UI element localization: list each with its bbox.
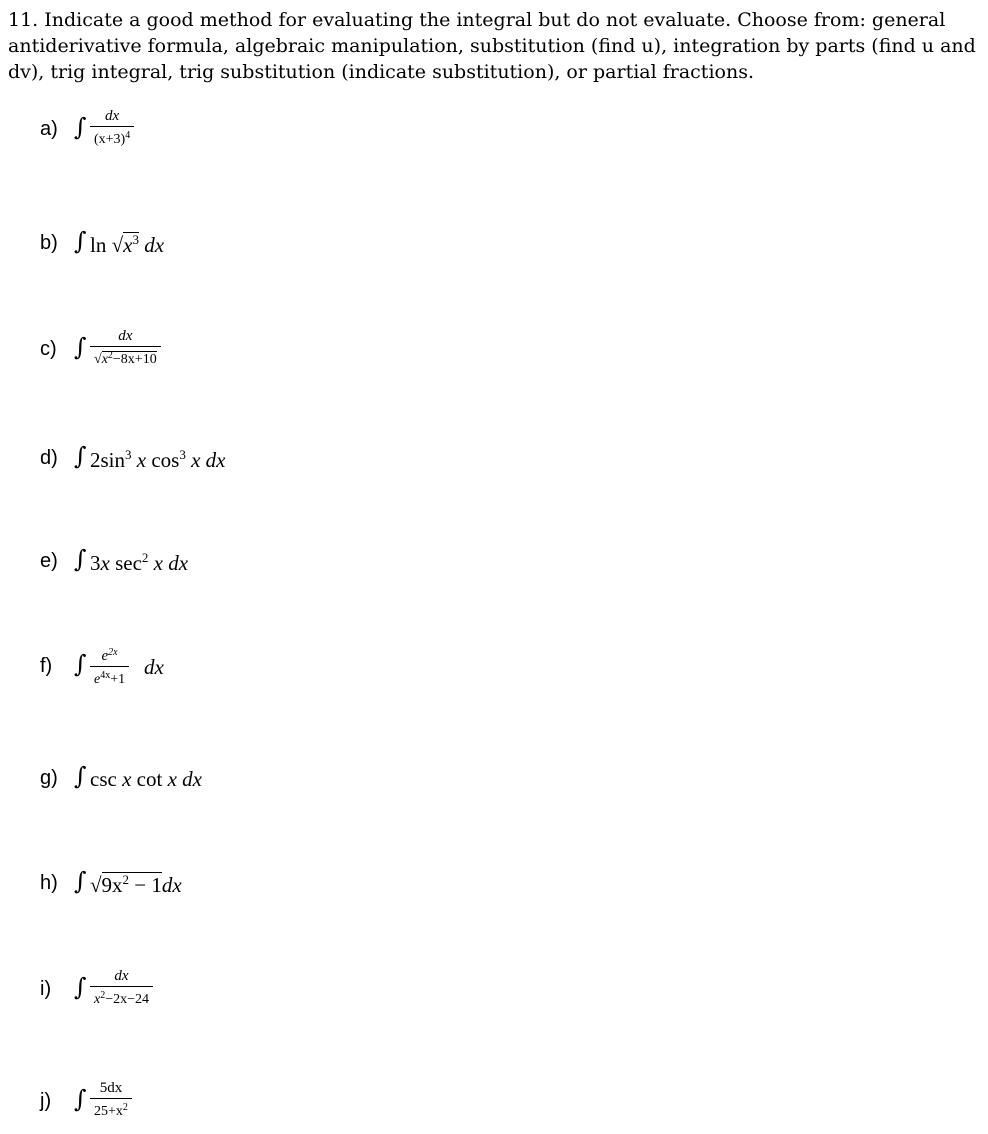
integrand <box>90 767 202 792</box>
exponent: 3 <box>132 232 139 247</box>
differential: x dx <box>191 448 226 472</box>
sqrt-sign: √ <box>90 873 102 897</box>
exponent: 2 <box>141 550 149 565</box>
denominator <box>90 346 161 368</box>
integrand <box>90 872 182 898</box>
den-base: (x+3) <box>94 132 126 147</box>
integral-sign: ∫ <box>74 762 87 790</box>
fraction <box>90 328 161 368</box>
numerator <box>90 645 129 666</box>
differential: dx <box>144 233 165 257</box>
den-var: x <box>94 992 101 1007</box>
integral-sign: ∫ <box>74 442 87 470</box>
exponent: 2 <box>122 872 130 887</box>
den-var: x <box>101 352 108 367</box>
radicand-rest: − 1 <box>134 873 162 897</box>
var: x <box>122 767 132 791</box>
problem-d <box>40 437 460 477</box>
problem-label: d) <box>40 447 58 469</box>
problem-c <box>40 328 460 368</box>
fn: sec <box>115 551 142 575</box>
problem-b <box>40 222 460 262</box>
num-exponent: 2x <box>108 647 118 658</box>
den-exponent: 2 <box>122 1102 128 1113</box>
var: x <box>136 448 147 472</box>
den-rest: −2x−24 <box>105 992 150 1007</box>
integral-sign: ∫ <box>74 1085 87 1113</box>
den-exponent: 4 <box>125 130 131 141</box>
fn: csc <box>90 767 117 791</box>
problem-a <box>40 108 460 148</box>
problem-j <box>40 1080 460 1120</box>
integral-sign: ∫ <box>74 545 87 573</box>
differential: dx <box>144 655 164 679</box>
fraction <box>90 645 129 688</box>
problem-i <box>40 968 460 1008</box>
var: x <box>123 233 133 257</box>
den-exponent: 2 <box>107 350 113 361</box>
numerator: 5dx <box>99 1080 123 1096</box>
integral-sign: ∫ <box>74 867 87 895</box>
fraction <box>90 1080 132 1120</box>
den-rest: −8x+10 <box>112 352 157 367</box>
problem-label: g) <box>40 767 58 789</box>
problem-e <box>40 540 460 580</box>
integrand <box>90 447 226 473</box>
denominator <box>90 666 129 688</box>
fraction <box>90 108 134 148</box>
den-rest: +1 <box>110 672 126 687</box>
problem-label: e) <box>40 550 58 572</box>
den-exponent: 2 <box>100 990 106 1001</box>
den-base: e <box>94 672 101 687</box>
problem-g <box>40 757 460 797</box>
integral-sign: ∫ <box>74 227 87 255</box>
num-base: e <box>101 648 109 664</box>
problem-label: i) <box>40 978 52 1000</box>
fn: ln <box>90 233 107 257</box>
integral-sign: ∫ <box>74 333 87 361</box>
denominator <box>90 986 153 1008</box>
integral-sign: ∫ <box>74 650 87 678</box>
var: x <box>100 551 110 575</box>
den-base: 25+x <box>94 1104 123 1119</box>
denominator <box>90 1098 132 1120</box>
numerator: dx <box>114 968 129 984</box>
problem-label: a) <box>40 118 58 140</box>
problem-label: h) <box>40 872 58 894</box>
coef: 2sin <box>90 448 126 472</box>
coef: 3 <box>90 551 101 575</box>
den-exponent: 4x <box>100 670 111 681</box>
numerator: dx <box>118 328 133 344</box>
numerator: dx <box>105 108 120 124</box>
radicand: 9x <box>101 873 123 897</box>
problem-f <box>40 645 460 685</box>
integral-sign: ∫ <box>74 113 87 141</box>
denominator <box>90 126 134 148</box>
question-prompt: 11. Indicate a good method for evaluating the integral but do not evaluate. Choose from: general antiderivative formula, algebraic manipulation, substitution (find u), integration by parts (find u and dv), trig integral, trig substitution (indicate substitution), or partial fractions. <box>8 9 976 83</box>
integral-sign: ∫ <box>74 973 87 1001</box>
problem-label: f) <box>40 655 53 677</box>
problem-label: j) <box>40 1090 52 1112</box>
sqrt-sign: √ <box>111 233 124 257</box>
sqrt-sign: √ <box>94 352 102 367</box>
exponent: 3 <box>179 447 186 462</box>
problem-h <box>40 862 460 902</box>
integrand <box>90 232 164 258</box>
differential: dx <box>161 873 182 897</box>
integrand <box>90 550 188 576</box>
fraction <box>90 968 153 1008</box>
problem-label: c) <box>40 338 57 360</box>
exponent: 3 <box>125 447 132 462</box>
fn: cot <box>136 767 163 791</box>
differential: x dx <box>167 767 202 791</box>
problem-label: b) <box>40 232 58 254</box>
differential: x dx <box>153 551 189 575</box>
fn: cos <box>151 448 180 472</box>
